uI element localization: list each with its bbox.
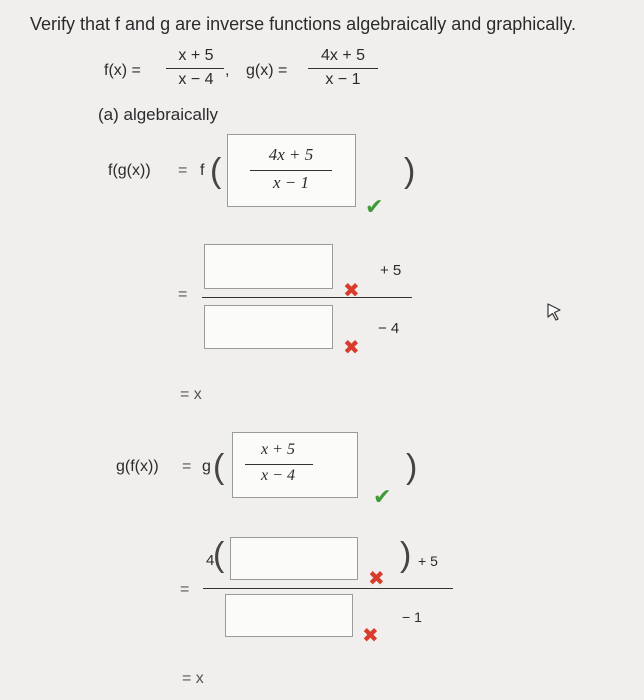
gf-open-paren: (: [213, 448, 225, 486]
fg-open-paren: (: [210, 152, 222, 190]
gf-inner-fraction-bar: [245, 464, 313, 465]
gf-denominator-cross-icon: ✖: [362, 625, 379, 647]
gf-numerator-input[interactable]: [230, 537, 358, 580]
f-definition-fraction-bar: [166, 68, 224, 69]
g-definition-numerator: 4x + 5: [320, 47, 366, 64]
gf-equals: =: [182, 458, 192, 475]
fg-denominator-suffix: − 4: [378, 320, 400, 337]
gf-numerator-suffix: + 5: [418, 553, 438, 569]
f-definition-numerator: x + 5: [178, 47, 214, 64]
f-definition-label: f(x) =: [104, 62, 141, 79]
fg-inner-fraction-bar: [250, 170, 332, 171]
gf-numerator-open-paren: (: [213, 536, 225, 574]
gf-denominator-suffix: − 1: [402, 609, 422, 625]
g-definition-denominator: x − 1: [325, 71, 361, 88]
gf-step2-equals: =: [180, 581, 190, 598]
problem-instruction: Verify that f and g are inverse functions algebraically and graphically.: [30, 14, 576, 34]
fg-numerator-input[interactable]: [204, 244, 333, 289]
g-definition-label: g(x) =: [246, 62, 288, 79]
gf-inner-numerator: x + 5: [261, 441, 295, 458]
fg-lhs: f(g(x)): [108, 162, 151, 179]
fg-inner-answer-box[interactable]: [227, 134, 356, 207]
fg-result: = x: [180, 386, 202, 403]
gf-inner-denominator: x − 4: [261, 467, 295, 484]
gf-numerator-close-paren: ): [400, 536, 412, 574]
gf-inner-answer-box[interactable]: [232, 432, 358, 498]
fg-denominator-input[interactable]: [204, 305, 333, 349]
fg-outer-function: f: [200, 162, 205, 179]
gf-result: = x: [182, 670, 204, 687]
fg-numerator-suffix: + 5: [380, 262, 402, 279]
gf-outer-function: g: [202, 458, 211, 475]
part-a-label: (a) algebraically: [98, 105, 218, 124]
g-definition-fraction-bar: [308, 68, 378, 69]
definition-separator: ,: [225, 62, 230, 79]
gf-denominator-input[interactable]: [225, 594, 353, 637]
pointer-cursor-icon: [546, 302, 566, 324]
fg-inner-numerator: 4x + 5: [268, 145, 314, 164]
gf-close-paren: ): [406, 448, 418, 486]
fg-inner-check-icon: ✔: [365, 194, 384, 219]
gf-lhs: g(f(x)): [116, 458, 159, 475]
fg-numerator-cross-icon: ✖: [343, 280, 360, 302]
fg-inner-denominator: x − 1: [272, 173, 310, 192]
gf-step2-fraction-bar: [203, 588, 453, 589]
fg-equals: =: [178, 162, 188, 179]
gf-numerator-coefficient: 4: [206, 552, 215, 569]
fg-step2-equals: =: [178, 286, 188, 303]
gf-numerator-cross-icon: ✖: [368, 568, 385, 590]
fg-step2-fraction-bar: [202, 297, 412, 298]
fg-denominator-cross-icon: ✖: [343, 337, 360, 359]
gf-inner-check-icon: ✔: [373, 484, 392, 509]
f-definition-denominator: x − 4: [178, 71, 214, 88]
fg-close-paren: ): [404, 152, 416, 190]
